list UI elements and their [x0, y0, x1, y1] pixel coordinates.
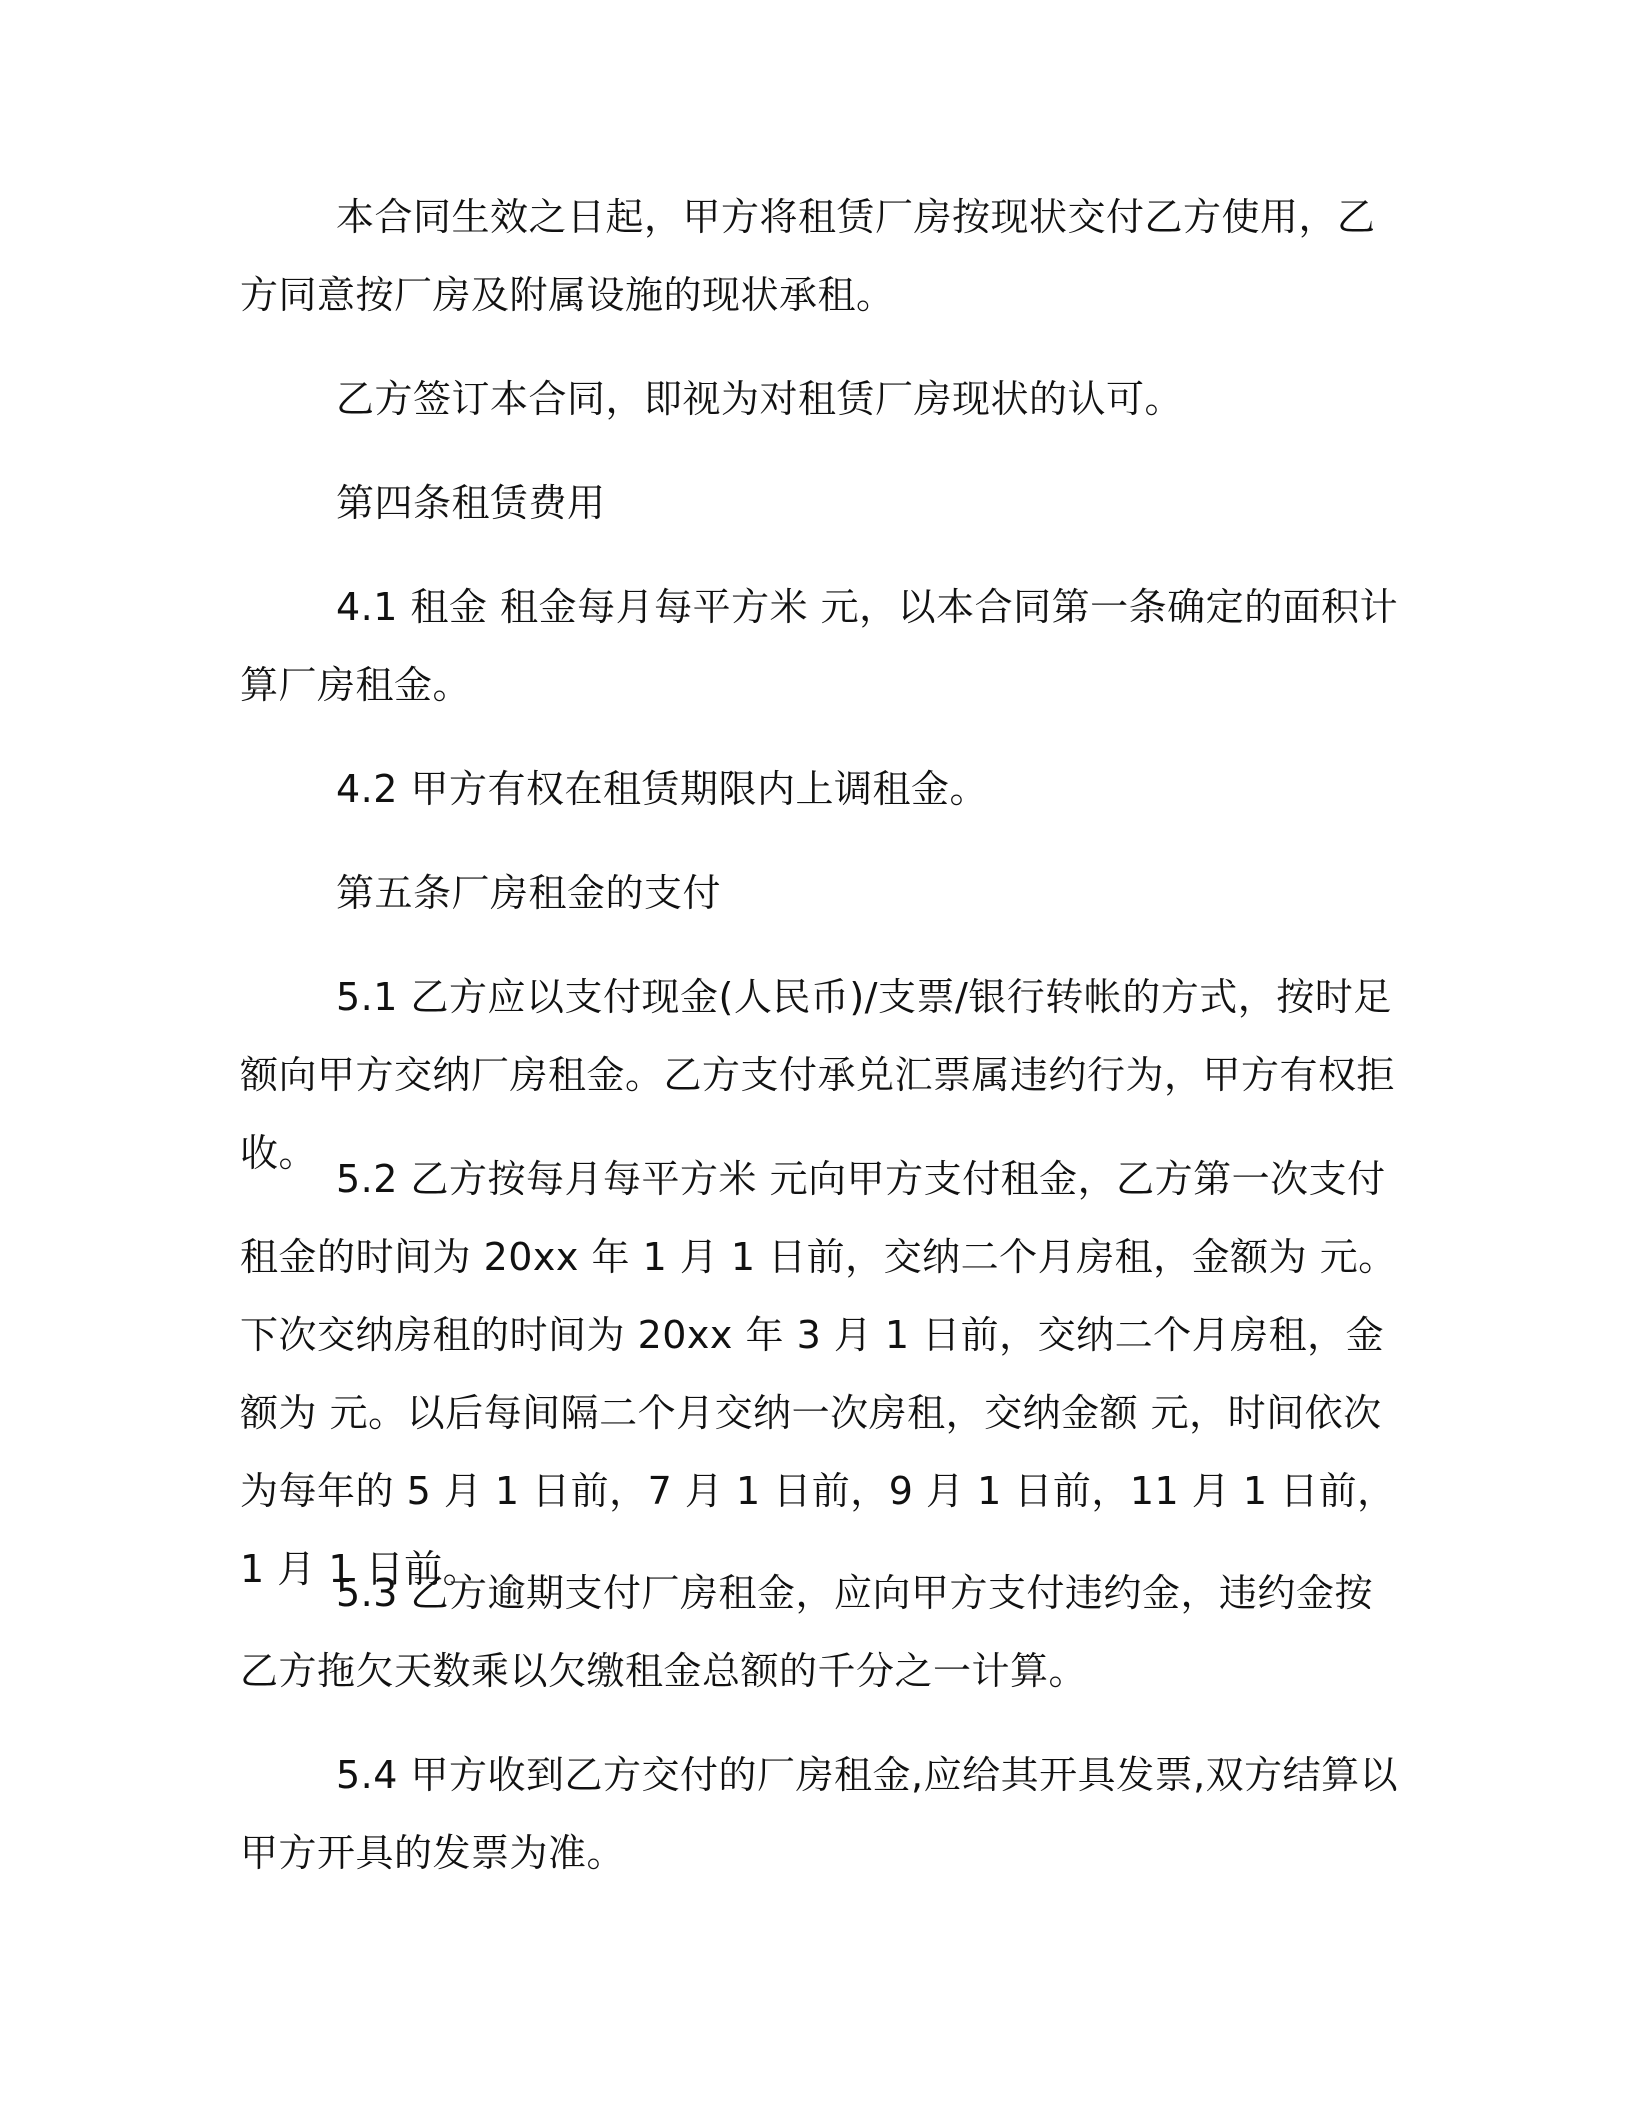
paragraph-acknowledgement: 乙方签订本合同，即视为对租赁厂房现状的认可。: [336, 377, 1184, 421]
paragraph-5-4: 5.4 甲方收到乙方交付的厂房租金,应给其开具发票,双方结算以甲方开具的发票为准。: [240, 1753, 1399, 1875]
heading-article-5: 第五条厂房租金的支付: [336, 871, 722, 915]
paragraph-delivery-status: 本合同生效之日起，甲方将租赁厂房按现状交付乙方使用，乙方同意按厂房及附属设施的现状承租。: [240, 195, 1376, 317]
paragraph-4-2: 4.2 甲方有权在租赁期限内上调租金。: [336, 767, 989, 811]
paragraph-5-3: 5.3 乙方逾期支付厂房租金，应向甲方支付违约金，违约金按乙方拖欠天数乘以欠缴租金总额的千分之一计算。: [240, 1571, 1374, 1693]
heading-article-4: 第四条租赁费用: [336, 481, 606, 525]
paragraph-5-1: 5.1 乙方应以支付现金(人民币)/支票/银行转帐的方式，按时足额向甲方交纳厂房租金。乙方支付承兑汇票属违约行为，甲方有权拒收。: [240, 975, 1396, 1175]
paragraph-4-1: 4.1 租金 租金每月每平方米 元，以本合同第一条确定的面积计算厂房租金。: [240, 585, 1399, 707]
paragraph-5-2: 5.2 乙方按每月每平方米 元向甲方支付租金，乙方第一次支付租金的时间为 20xx 年 1 月 1 日前，交纳二个月房租，金额为 元。下次交纳房租的时间为 20xx 年 3 月 1 日前，交纳二个月房租，金额为 元。以后每间隔二个月交纳一次房租，交纳金额 元，时间依次为每年的 5 月 1 日前，7 月 1 日前，9 月 1 日前，11 月 1 日前，1 月 1 日前。: [240, 1157, 1397, 1591]
